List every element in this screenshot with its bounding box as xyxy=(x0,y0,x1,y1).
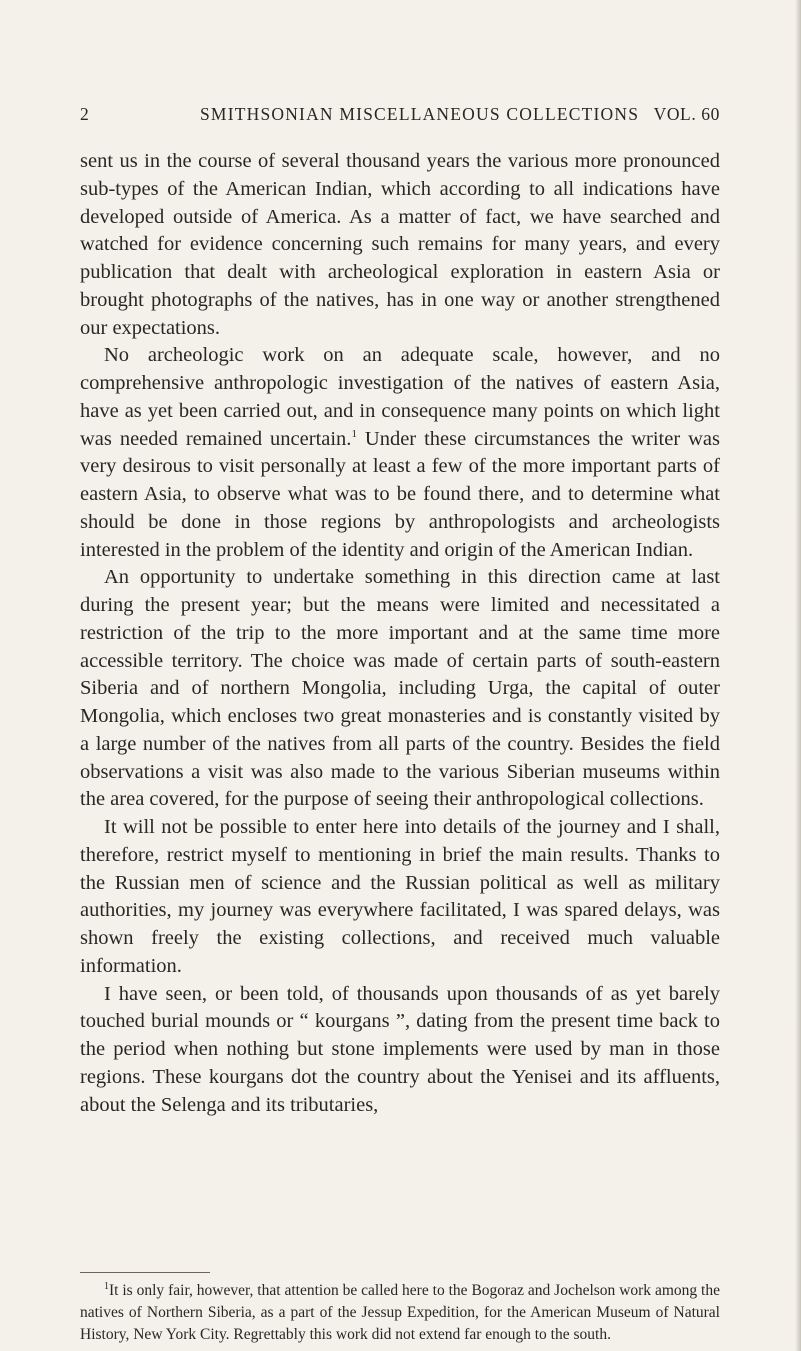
page-number: 2 xyxy=(80,104,90,124)
footnote-divider xyxy=(80,1272,210,1273)
paragraph-2-text-b: Under these circumstances the writer was very desirous to visit personally at least a few of the more important parts of eastern Asia, to observe what was to be found there, and to determine what should be done in those regions by anthropologists and archeologists interested in the problem of the identity and origin of the American Indian. xyxy=(80,427,720,561)
footnote-text: It is only fair, however, that attention be called here to the Bogoraz and Jochelson work among the natives of Northern Siberia, as a part of the Jessup Expedition, for the American Museum of Natural History, New York City. Regrettably this work did not extend far enough to the south. xyxy=(80,1282,720,1343)
paragraph-5: I have seen, or been told, of thousands upon thousands of as yet barely touched burial mounds or “ kourgans ”, dating from the present time back to the period when nothing but stone implements were used by man in those regions. These kourgans dot the country about the Yenisei and its affluents, about the Selenga and its tributaries, xyxy=(80,982,720,1116)
running-head-title: SMITHSONIAN MISCELLANEOUS COLLECTIONS xyxy=(200,104,640,124)
volume-label: VOL. 60 xyxy=(653,104,720,124)
body-text xyxy=(80,148,720,1119)
footnote-marker: 1 xyxy=(104,1280,109,1292)
paragraph-1: sent us in the course of several thousand years the various more pronounced sub-types of the American Indian, which according to all indications have developed outside of America. As a matter of fact, we have searched and watched for evidence concerning such remains for many years, and every publication that dealt with archeological exploration in eastern Asia or brought photographs of the natives, has in one way or another strengthened our expectations. xyxy=(80,150,720,339)
running-head xyxy=(80,104,720,132)
paragraph-2-text-a: No archeologic work on an adequate scale, however, and no comprehensive anthropologic investigation of the natives of eastern Asia, have as yet been carried out, and in consequence many points on which light was needed remained uncertain. xyxy=(80,344,720,450)
page-edge-shadow xyxy=(795,0,801,1351)
paragraph-2 xyxy=(80,342,720,564)
paragraph-4: It will not be possible to enter here into details of the journey and I shall, therefore, restrict myself to mentioning in brief the main results. Thanks to the Russian men of science and the Russian political as well as military authorities, my journey was everywhere facilitated, I was spared delays, was shown freely the existing collections, and received much valuable information. xyxy=(80,816,720,977)
footnote xyxy=(80,1280,720,1346)
paragraph-3: An opportunity to undertake something in this direction came at last during the present year; but the means were limited and necessitated a restriction of the trip to the more important and at the same time more accessible territory. The choice was made of certain parts of south-eastern Siberia and of northern Mongolia, including Urga, the capital of outer Mongolia, which encloses two great monasteries and is constantly visited by a large number of the natives from all parts of the country. Besides the field observations a visit was also made to the various Siberian museums within the area covered, for the purpose of seeing their anthropological collections. xyxy=(80,566,720,811)
footnote-reference: 1 xyxy=(351,427,357,440)
